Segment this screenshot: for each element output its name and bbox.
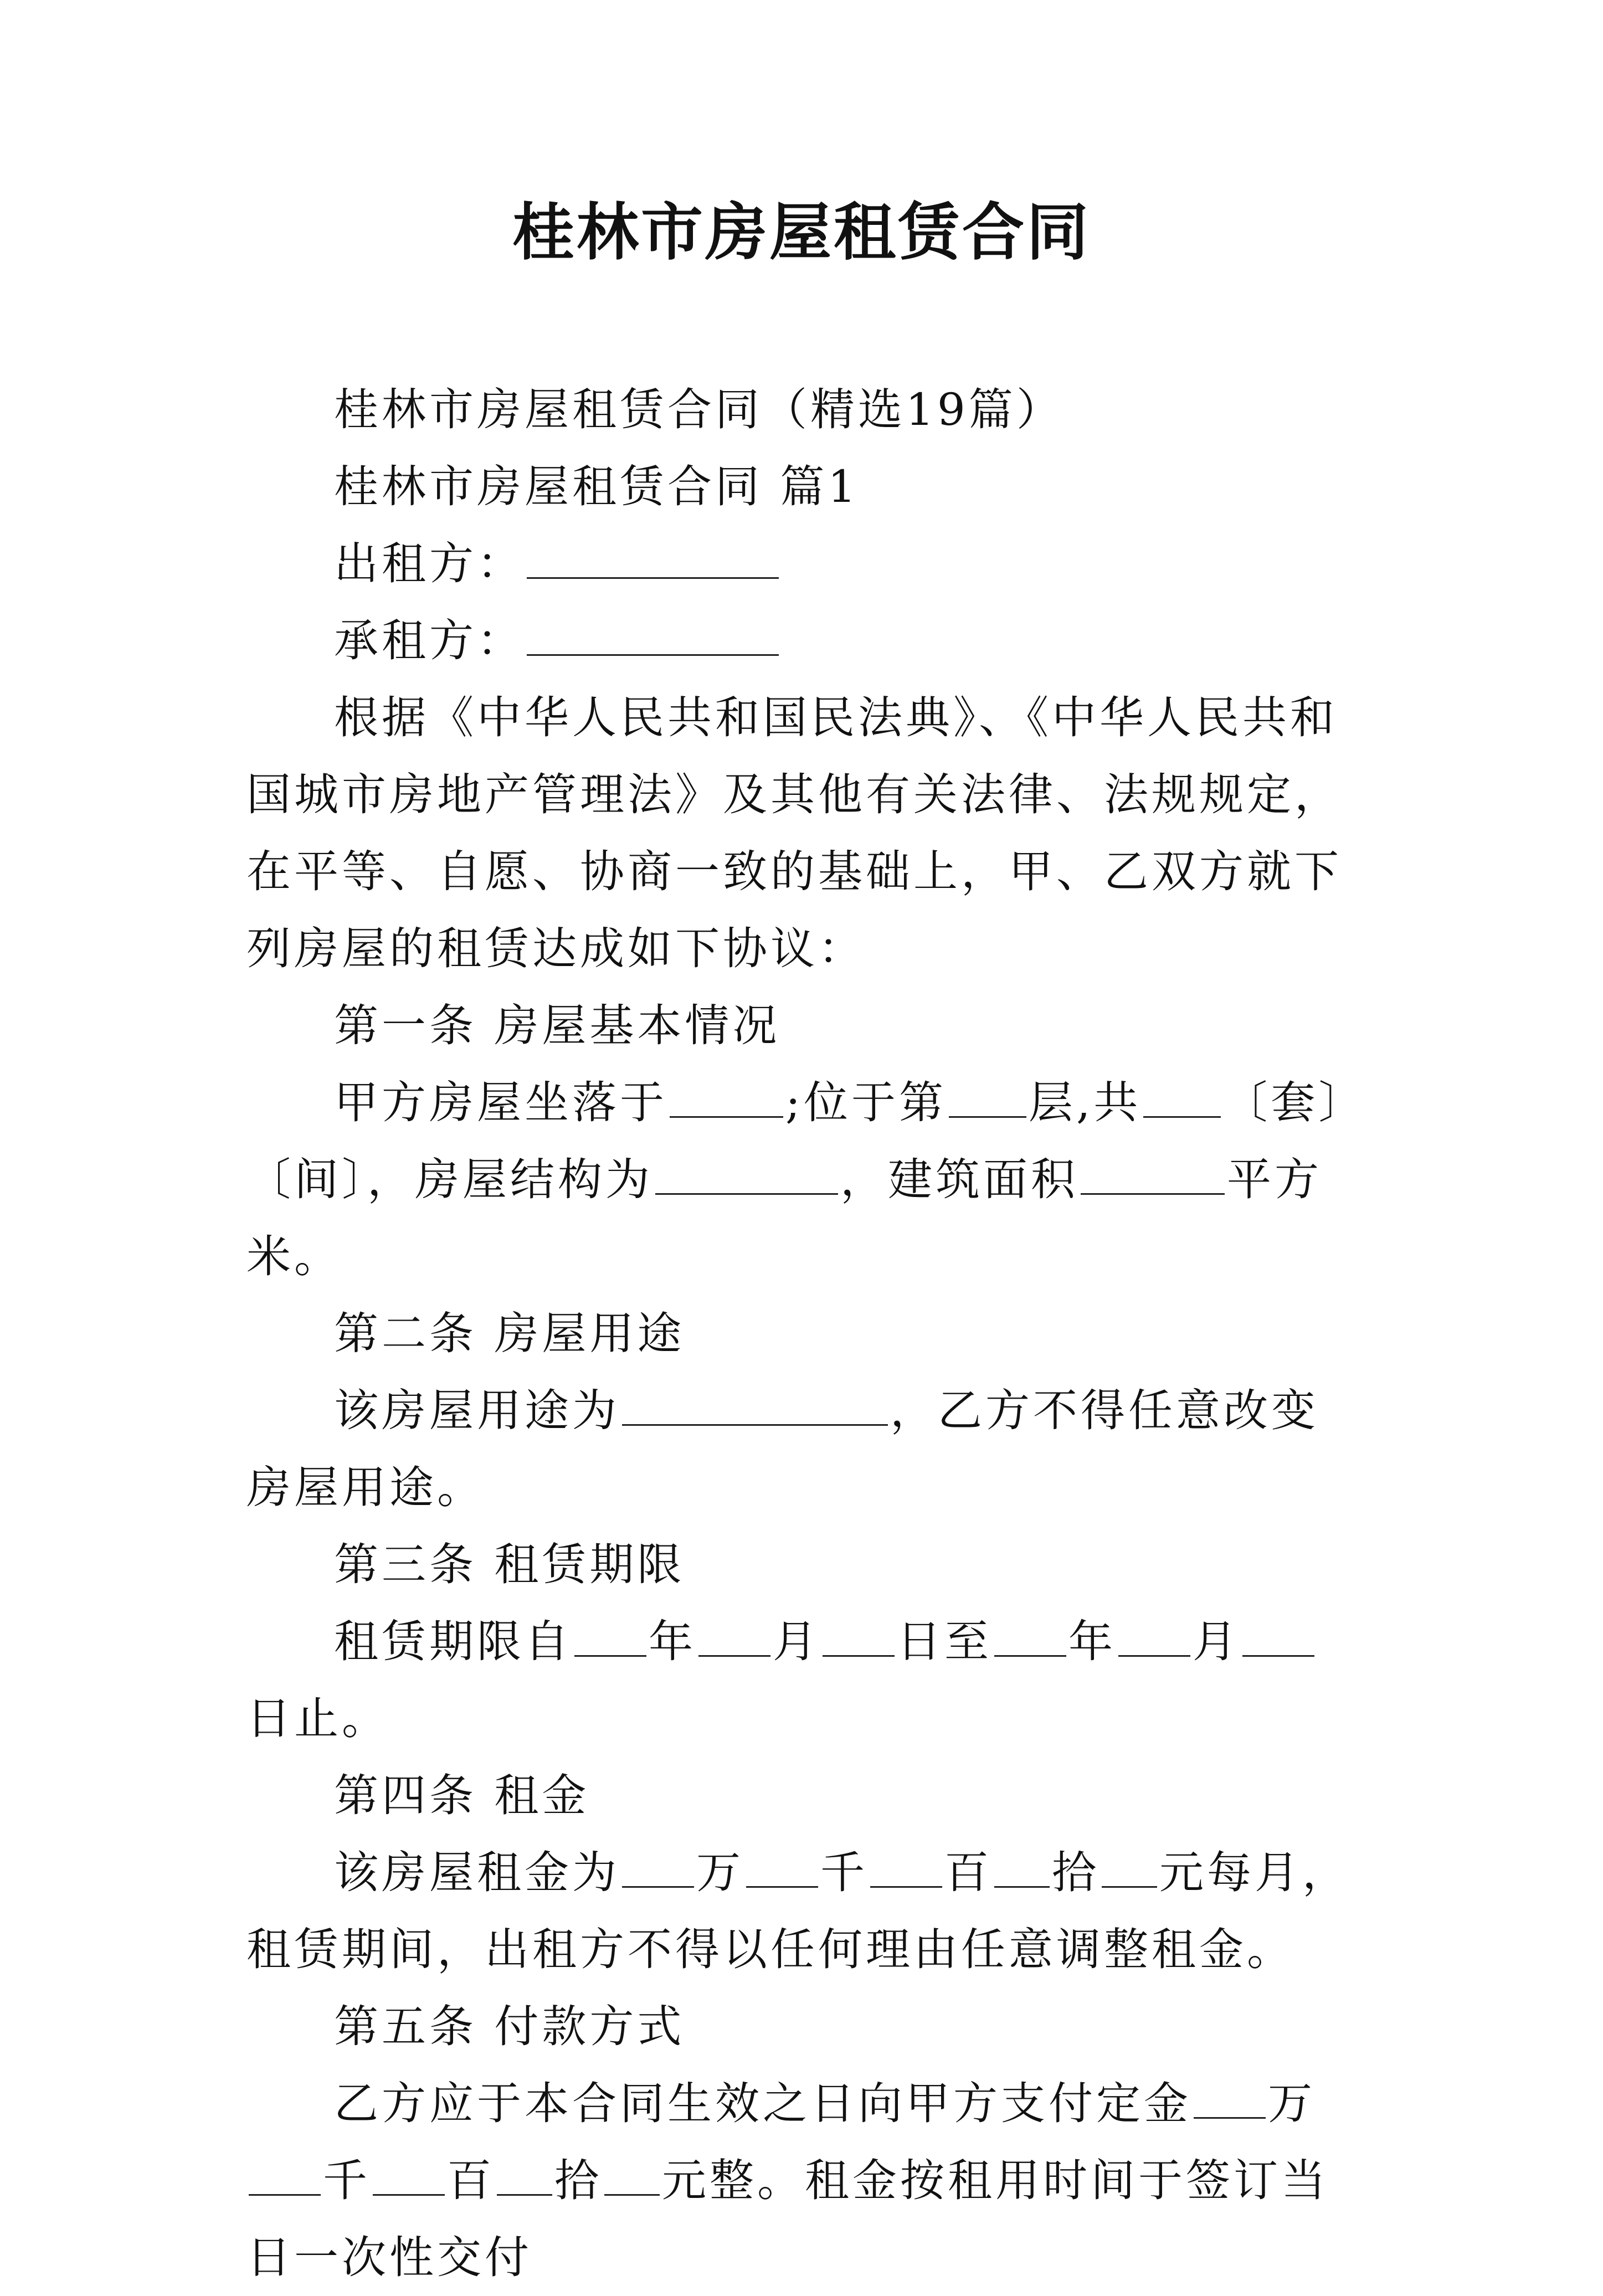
- end-day-blank: [1242, 1621, 1314, 1657]
- area-blank: [1081, 1159, 1225, 1195]
- article-4-title: 第四条 租金: [334, 1770, 590, 1821]
- text-segment: 百: [447, 2155, 495, 2206]
- text-segment: 租赁期限自: [334, 1616, 572, 1667]
- lessor-label: 出租方：: [334, 538, 525, 589]
- text-segment: 日止。: [246, 1693, 389, 1744]
- text-segment: 月: [1193, 1616, 1240, 1667]
- text-segment: 乙方应于本合同生效之日向甲方支付定金: [334, 2078, 1191, 2129]
- text-segment: 〔套〕〔间〕，房屋结构为: [246, 1077, 1344, 1205]
- location-blank: [670, 1082, 783, 1118]
- end-year-blank: [994, 1621, 1066, 1657]
- deposit-shi-blank: [497, 2160, 552, 2196]
- deposit-yuan-blank: [604, 2160, 660, 2196]
- text-segment: 年: [1068, 1616, 1116, 1667]
- text-segment: 万: [696, 1847, 744, 1898]
- subtitle: 桂林市房屋租赁合同（精选19篇）: [334, 384, 1064, 435]
- intro-paragraph: 根据《中华人民共和国民法典》、《中华人民共和国城市房地产管理法》及其他有关法律、法规规定，在平等、自愿、协商一致的基础上，甲、乙双方就下列房屋的租赁达成如下协议：: [246, 692, 1342, 974]
- article-5-text: [246, 2065, 1363, 2296]
- start-year-blank: [574, 1621, 646, 1657]
- deposit-qian-blank: [249, 2160, 321, 2196]
- rent-shi-blank: [994, 1852, 1050, 1888]
- rent-qian-blank: [746, 1852, 818, 1888]
- floor-blank: [949, 1082, 1026, 1118]
- lessor-blank: [527, 543, 779, 579]
- text-segment: ;位于第: [785, 1077, 947, 1128]
- deposit-bai-blank: [373, 2160, 445, 2196]
- text-segment: 该房屋租金为: [334, 1847, 620, 1898]
- article-4-text: [246, 1834, 1363, 1988]
- usage-blank: [622, 1390, 888, 1426]
- document-body: [246, 371, 1363, 2296]
- article-1-text: [246, 1064, 1363, 1295]
- structure-blank: [655, 1159, 838, 1195]
- deposit-wan-blank: [1194, 2083, 1266, 2119]
- rent-bai-blank: [870, 1852, 942, 1888]
- text-segment: 年: [649, 1616, 696, 1667]
- text-segment: 拾: [1052, 1847, 1100, 1898]
- article-2-title: 第二条 房屋用途: [334, 1308, 685, 1359]
- text-segment: 月: [773, 1616, 820, 1667]
- text-segment: 层,共: [1028, 1077, 1142, 1128]
- article-1-title: 第一条 房屋基本情况: [334, 1000, 780, 1051]
- text-segment: 该房屋用途为: [334, 1385, 620, 1436]
- text-segment: 平方米。: [246, 1154, 1322, 1282]
- lessor-line: [246, 525, 1363, 602]
- article-2-text: [246, 1372, 1363, 1526]
- text-segment: 千: [323, 2155, 371, 2206]
- text-segment: 千: [820, 1847, 868, 1898]
- text-segment: 百: [944, 1847, 992, 1898]
- end-month-blank: [1118, 1621, 1190, 1657]
- text-segment: 万: [1268, 2078, 1316, 2129]
- rent-yuan-blank: [1102, 1852, 1157, 1888]
- text-segment: 甲方房屋坐落于: [334, 1077, 667, 1128]
- lessee-line: [246, 602, 1363, 679]
- section-heading: 桂林市房屋租赁合同 篇1: [334, 461, 860, 512]
- start-month-blank: [698, 1621, 770, 1657]
- text-segment: 日至: [897, 1616, 992, 1667]
- lessee-label: 承租方：: [334, 615, 525, 666]
- article-3-title: 第三条 租赁期限: [334, 1539, 685, 1590]
- text-segment: ，建筑面积: [840, 1154, 1078, 1205]
- text-segment: 元整。租金按租用时间于签订当日一次性交付: [246, 2155, 1329, 2283]
- start-day-blank: [823, 1621, 895, 1657]
- text-segment: ，乙方不得任意改变房屋用途。: [246, 1385, 1319, 1513]
- document-title: 桂林市房屋租赁合同: [512, 196, 1091, 269]
- text-segment: 拾: [554, 2155, 602, 2206]
- unit-count-blank: [1143, 1082, 1221, 1118]
- rent-wan-blank: [622, 1852, 694, 1888]
- lessee-blank: [527, 620, 779, 656]
- article-3-text: [246, 1603, 1363, 1757]
- article-5-title: 第五条 付款方式: [334, 2001, 685, 2052]
- text-segment: 元每月，租赁期间，出租方不得以任何理由任意调整租金。: [246, 1847, 1350, 1975]
